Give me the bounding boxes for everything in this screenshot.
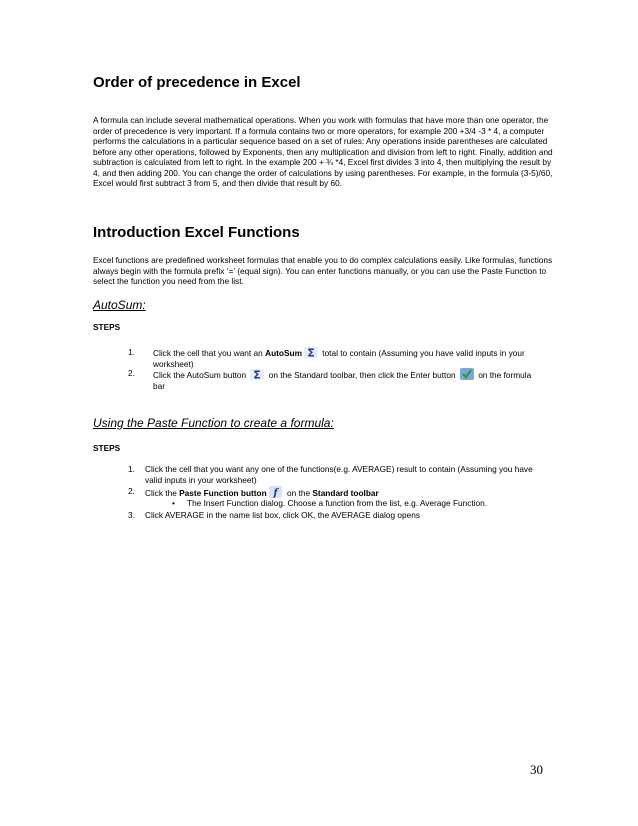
- step-text: on the formula bar: [153, 370, 532, 391]
- sigma-icon: [304, 347, 318, 358]
- paste-steps-label: STEPS: [93, 443, 121, 453]
- list-number: 1.: [128, 464, 135, 474]
- step-text: Click the cell that you want an: [153, 348, 266, 358]
- list-item-text: [153, 368, 538, 391]
- svg-text:Σ: Σ: [253, 369, 262, 380]
- section-title-order-of-precedence: Order of precedence in Excel: [93, 74, 301, 91]
- autosum-heading: AutoSum:: [93, 298, 146, 312]
- paste-function-fx-icon: [269, 486, 283, 497]
- list-number: 3.: [128, 510, 135, 520]
- sigma-icon: [250, 369, 264, 380]
- step-text: Click the AutoSum button: [153, 370, 249, 380]
- list-item-text: [153, 347, 538, 369]
- list-item-text: Click the cell that you want any one of the functions(e.g. AVERAGE) result to contain (Assuming you have valid inputs in your worksheet): [145, 464, 533, 485]
- list-number: 2.: [128, 486, 135, 496]
- svg-text:Σ: Σ: [307, 347, 315, 358]
- list-item-text: [145, 486, 543, 499]
- paste-function-button-label: Paste Function button: [179, 488, 267, 498]
- autosum-label: AutoSum: [265, 348, 302, 358]
- insert-function-bullet: The Insert Function dialog. Choose a function from the list, e.g. Average Function.: [187, 498, 488, 508]
- excel-functions-paragraph: Excel functions are predefined worksheet formulas that enable you to do complex calculations easily. Like formulas, functions always begin with the formula prefix ‘=’ (equal sign). You can enter functions manually, or you can use the Paste Function to select the function you need from the list.: [93, 255, 553, 286]
- svg-text:f: f: [273, 488, 278, 498]
- autosum-steps-label: STEPS: [93, 322, 121, 332]
- list-item-text: Click AVERAGE in the name list box, click OK, the AVERAGE dialog opens: [145, 510, 420, 520]
- section-title-excel-functions: Introduction Excel Functions: [93, 224, 300, 241]
- bullet-dot: •: [172, 498, 175, 508]
- order-of-precedence-paragraph: A formula can include several mathematical operations. When you work with formulas that have more than one operator, the order of precedence is very important. If a formula contains two or more operators, for example 200 +3/4 -3 * 4, a computer performs the calculations in a particular sequence based on a set of rules: Any operations inside parentheses are calculated before any other operations, followed by Exponents, then any multiplication and division from left to right. Finally, addition and subtraction is calculated from left to right. In the example 200 + ¾ *4, Excel first divides 3 into 4, then multiplying the result by 4, and then adding 200. You can change the order of calculations by using parentheses. For example, in the formula (3-5)/60, Excel would first subtract 3 from 5, and then divide that result by 60.: [93, 115, 553, 188]
- list-number: 1.: [128, 347, 135, 357]
- step-text: on the: [284, 488, 313, 498]
- paste-function-heading: Using the Paste Function to create a formula:: [93, 416, 334, 430]
- step-text: on the Standard toolbar, then click the Enter button: [266, 370, 458, 380]
- step-text: total to contain (Assuming you have valid inputs in your worksheet): [153, 348, 525, 369]
- list-number: 2.: [128, 368, 135, 378]
- page-number: 30: [530, 762, 543, 777]
- enter-check-icon: [460, 368, 474, 379]
- standard-toolbar-label: Standard toolbar: [312, 488, 379, 498]
- step-text: Click the: [145, 488, 180, 498]
